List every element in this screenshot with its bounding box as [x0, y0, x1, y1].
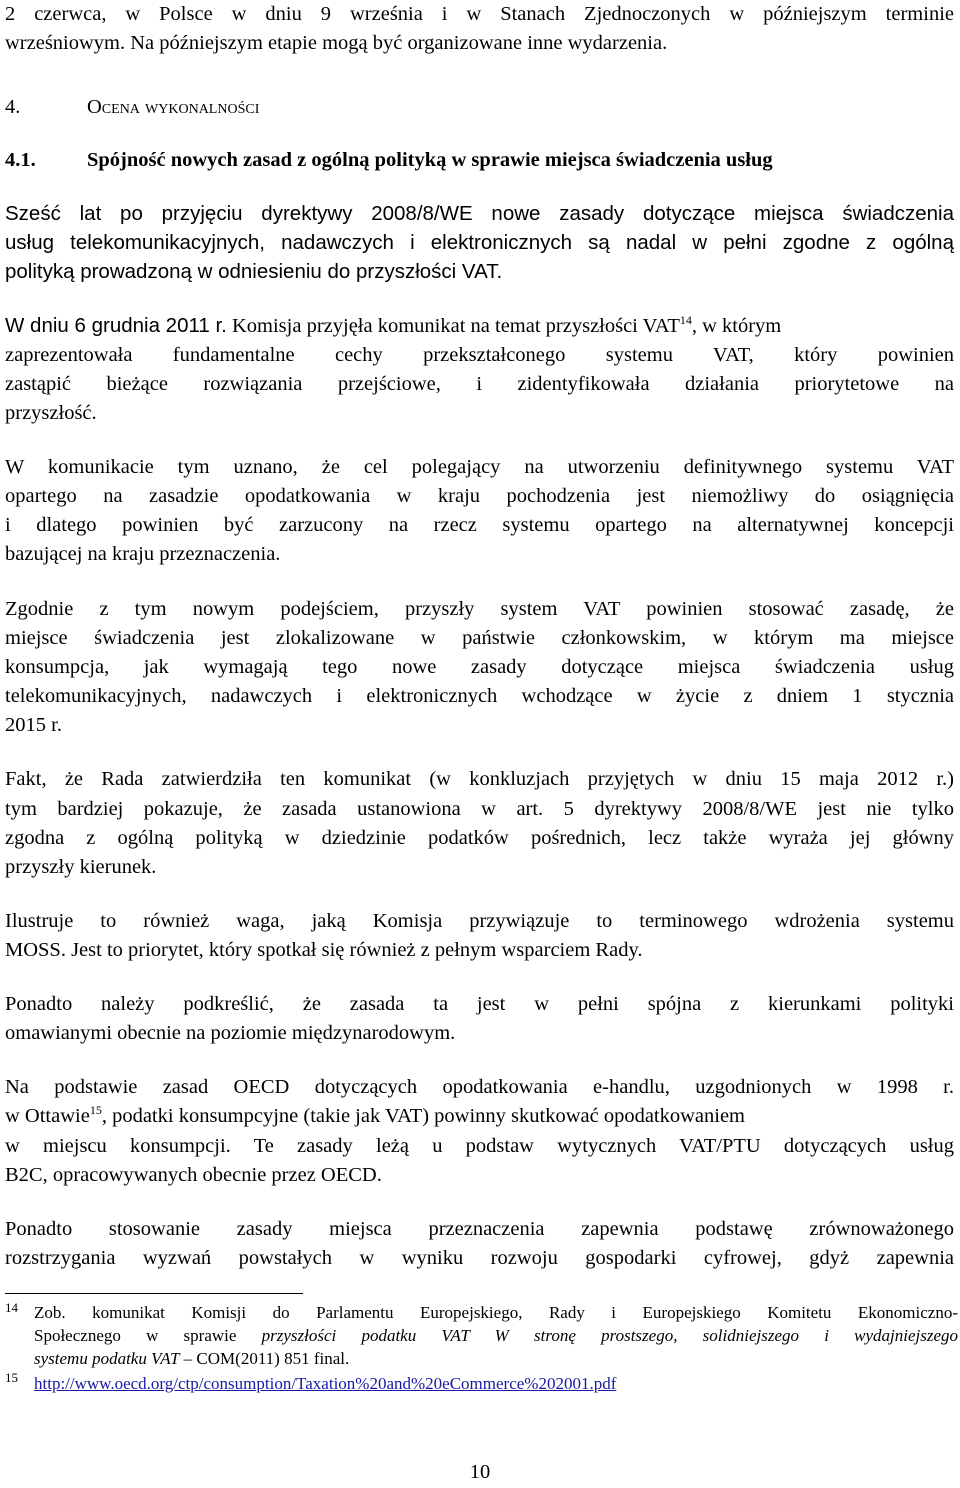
- footnote-14-line-2: [34, 1324, 958, 1347]
- p8-line-4: B2C, opracowywanych obecnie przez OECD.: [5, 1164, 382, 1186]
- p4-line-1: Zgodnie z tym nowym podejściem, przyszły system VAT powinien stosować zasadę, że: [5, 598, 954, 620]
- p8-line-2: [5, 1102, 954, 1131]
- p6-line-2: MOSS. Jest to priorytet, który spotkał się również z pełnym wsparciem Rady.: [5, 939, 643, 961]
- p2-line-4: przyszłość.: [5, 402, 97, 424]
- footnote-14-line-1: Zob. komunikat Komisji do Parlamentu Europejskiego, Rady i Europejskiego Komitetu Ekonomiczno-: [34, 1303, 958, 1322]
- p1-line-1: Sześć lat po przyjęciu dyrektywy 2008/8/WE nowe zasady dotyczące miejsca świadczenia: [5, 202, 954, 225]
- subsection-number: 4.1.: [5, 149, 36, 171]
- intro-line-2: wrześniowym. Na późniejszym etapie mogą być organizowane inne wydarzenia.: [5, 32, 668, 54]
- footnote-14-line-3: [34, 1347, 958, 1370]
- p5-line-4: przyszły kierunek.: [5, 856, 157, 878]
- p1-line-3: polityką prowadzoną w odniesieniu do przyszłości VAT.: [5, 260, 503, 283]
- p2-line-1-rest: Komisja przyjęła komunikat na temat przyszłości VAT: [226, 315, 680, 337]
- intro-line-1: 2 czerwca, w Polsce w dniu 9 września i w Stanach Zjednoczonych w późniejszym terminie: [5, 3, 954, 25]
- p2-line-2: zaprezentowała fundamentalne cechy przekształconego systemu VAT, który powinien: [5, 344, 954, 366]
- p4-line-2: miejsce świadczenia jest zlokalizowane w państwie członkowskim, w którym ma miejsce: [5, 627, 954, 649]
- p9-line-2: rozstrzygania wyzwań powstałych w wyniku rozwoju gospodarki cyfrowej, gdyż zapewnia: [5, 1247, 954, 1269]
- p5-line-3: zgodna z ogólną polityką w dziedzinie podatków pośrednich, lecz także wyraża jej główny: [5, 827, 954, 849]
- p1-line-2: usług telekomunikacyjnych, nadawczych i elektronicznych są nadal w pełni zgodne z ogólną: [5, 231, 954, 254]
- p3-line-3: i dlatego powinien być zarzucony na rzecz systemu opartego na alternatywnej koncepcji: [5, 514, 954, 536]
- footnote-separator: [5, 1293, 303, 1294]
- footnote-14-line-2-plain: Społecznego w sprawie: [34, 1326, 237, 1345]
- section-number: 4.: [5, 96, 21, 118]
- page-number: 10: [469, 1461, 491, 1483]
- subsection-title: Spójność nowych zasad z ogólną polityką w sprawie miejsca świadczenia usług: [87, 149, 773, 171]
- p3-line-4: bazującej na kraju przeznaczenia.: [5, 543, 281, 565]
- p8-line-2-rest: , podatki konsumpcyjne (takie jak VAT) powinny skutkować opodatkowaniem: [101, 1105, 746, 1127]
- p4-line-4: telekomunikacyjnych, nadawczych i elektronicznych wchodzące w życie z dniem 1 stycznia: [5, 685, 954, 707]
- footnote-ref-14[interactable]: 14: [679, 313, 692, 328]
- subsection-heading: [5, 146, 773, 175]
- p7-line-1: Ponadto należy podkreślić, że zasada ta jest w pełni spójna z kierunkami polityki: [5, 993, 954, 1015]
- p8-line-1: Na podstawie zasad OECD dotyczących opodatkowania e-handlu, uzgodnionych w 1998 r.: [5, 1076, 954, 1098]
- p3-line-2: opartego na zasadzie opodatkowania w kraju pochodzenia jest niemożliwy do osiągnięcia: [5, 485, 954, 507]
- p5-line-2: tym bardziej pokazuje, że zasada ustanowiona w art. 5 dyrektywy 2008/8/WE jest nie tylko: [5, 798, 954, 820]
- footnote-14-mark: 14: [5, 1300, 18, 1315]
- p9-line-1: Ponadto stosowanie zasady miejsca przeznaczenia zapewnia podstawę zrównoważonego: [5, 1218, 954, 1240]
- footnote-14-line-3-italic: systemu podatku VAT: [34, 1349, 180, 1368]
- p8-line-3: w miejscu konsumpcji. Te zasady leżą u podstaw wytycznych VAT/PTU dotyczących usług: [5, 1135, 954, 1157]
- footnote-14-line-3-plain: – COM(2011) 851 final.: [179, 1349, 350, 1368]
- p2-date: W dniu 6 grudnia 2011 r.: [5, 314, 227, 337]
- section-heading: [5, 93, 259, 122]
- p6-line-1: Ilustruje to również waga, jaką Komisja przywiązuje to terminowego wdrożenia systemu: [5, 910, 954, 932]
- p2-line-1-end: , w którym: [691, 315, 782, 337]
- p5-line-1: Fakt, że Rada zatwierdziła ten komunikat (w konkluzjach przyjętych w dniu 15 maja 2012 r.): [5, 768, 954, 790]
- footnote-15-mark: 15: [5, 1370, 18, 1385]
- footnote-ref-15[interactable]: 15: [89, 1103, 102, 1118]
- p7-line-2: omawianymi obecnie na poziomie międzynarodowym.: [5, 1022, 456, 1044]
- footnote-15-link[interactable]: http://www.oecd.org/ctp/consumption/Taxation%20and%20eCommerce%202001.pdf: [34, 1374, 617, 1393]
- p2-line-1: [5, 311, 954, 340]
- footnote-14-line-2-italic: przyszłości podatku VAT W stronę prostszego, solidniejszego i wydajniejszego: [261, 1326, 958, 1345]
- p4-line-3: konsumpcja, jak wymagają tego nowe zasady dotyczące miejsca świadczenia usług: [5, 656, 954, 678]
- p3-line-1: W komunikacie tym uznano, że cel polegający na utworzeniu definitywnego systemu VAT: [5, 456, 954, 478]
- footnote-15-line: [34, 1372, 958, 1395]
- p8-line-2-start: w Ottawie: [5, 1105, 90, 1127]
- p2-line-3: zastąpić bieżące rozwiązania przejściowe, i zidentyfikowała działania priorytetowe na: [5, 373, 954, 395]
- p4-line-5: 2015 r.: [5, 714, 62, 736]
- section-title: Ocena wykonalności: [87, 96, 260, 118]
